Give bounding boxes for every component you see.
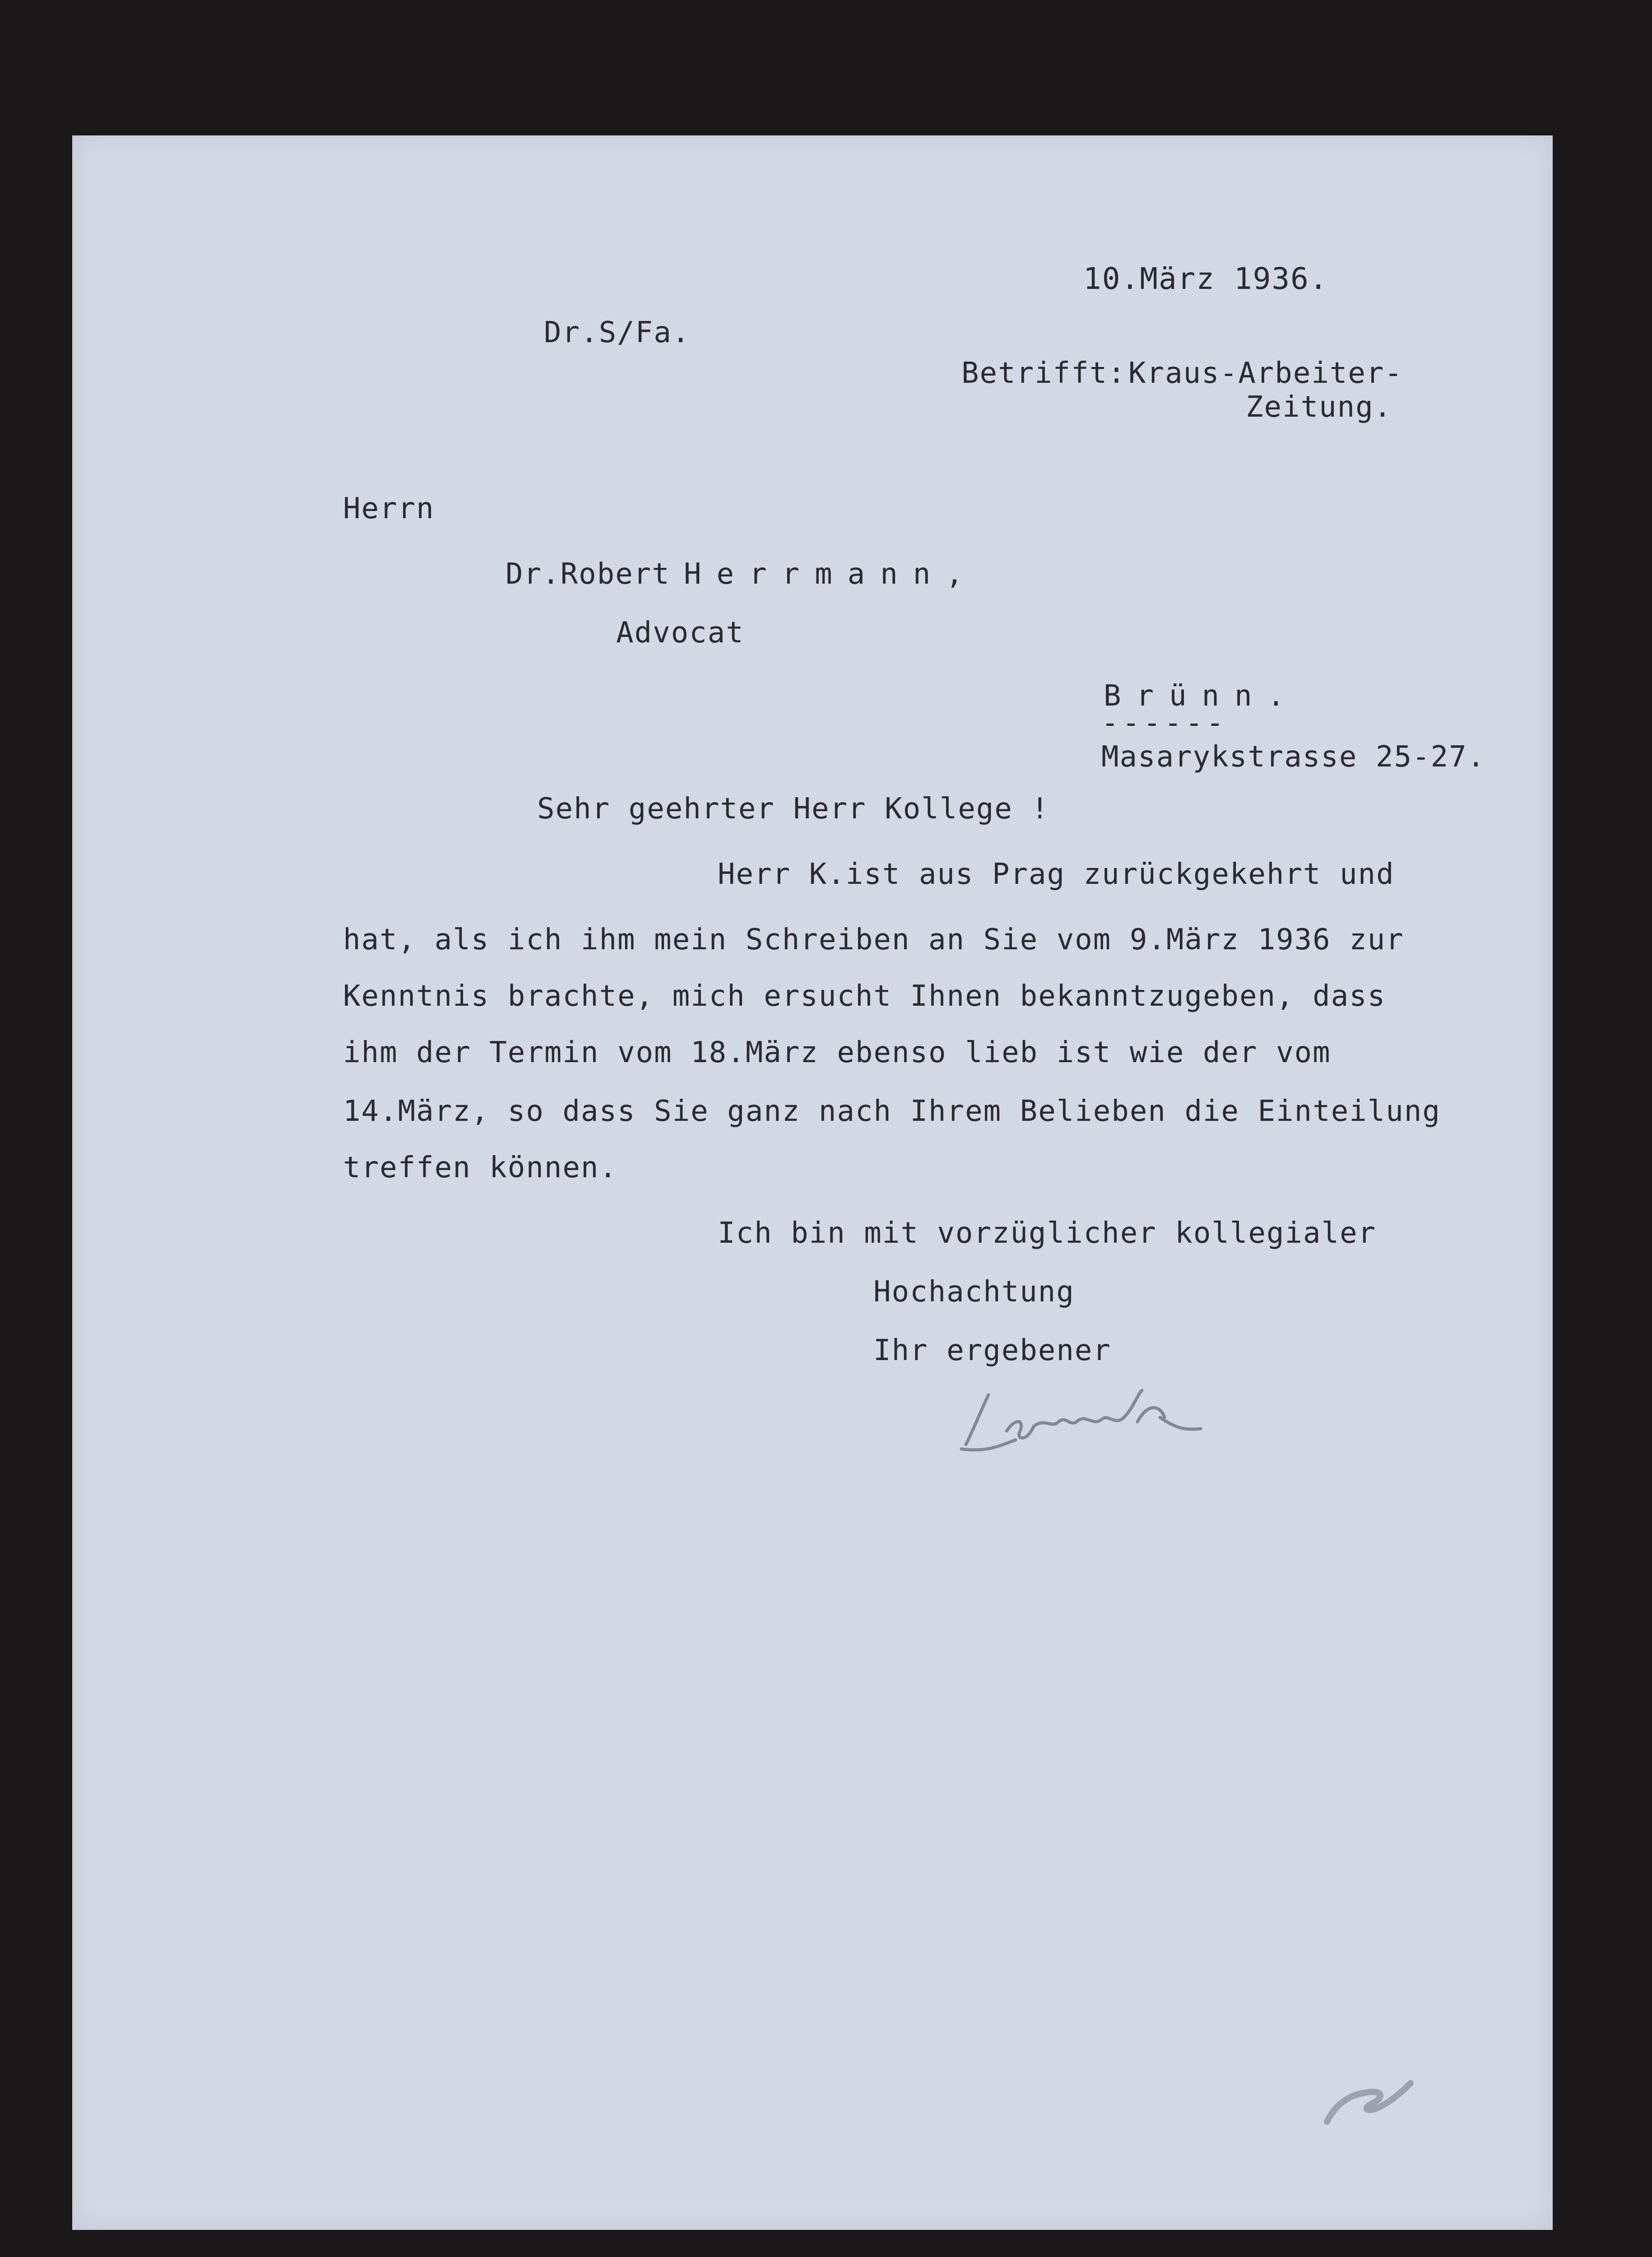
greeting: Sehr geehrter Herr Kollege !: [537, 792, 1049, 826]
street-address: Masarykstrasse 25-27.: [1101, 740, 1486, 774]
body-line-4: ihm der Termin vom 18.März ebenso lieb ist wie der vom: [343, 1036, 1331, 1069]
letter-sheet: [72, 135, 1553, 2230]
body-line-3: Kenntnis brachte, mich ersucht Ihnen bekanntzugeben, dass: [343, 980, 1386, 1013]
salutation-title: Herrn: [343, 492, 435, 525]
closing-line-2: Hochachtung: [873, 1275, 1075, 1309]
city: Brünn.: [1104, 679, 1300, 713]
body-line-5: 14.März, so dass Sie ganz nach Ihrem Belieben die Einteilung: [343, 1095, 1441, 1128]
reference-code: Dr.S/Fa.: [544, 316, 691, 349]
subject-label: Betrifft:: [961, 357, 1126, 390]
city-underline: ------: [1101, 706, 1228, 740]
subject-line-2: Zeitung.: [1246, 390, 1392, 424]
subject-line-1: Kraus-Arbeiter-: [1128, 357, 1403, 390]
closing-line-3: Ihr ergebener: [873, 1334, 1111, 1367]
closing-line-1: Ich bin mit vorzüglicher kollegialer: [718, 1217, 1377, 1250]
letter-date: 10.März 1936.: [1083, 261, 1328, 296]
body-line-6: treffen können.: [343, 1151, 617, 1184]
handwritten-signature: [948, 1377, 1219, 1467]
recipient-prefix: Dr.Robert: [506, 557, 670, 591]
body-line-2: hat, als ich ihm mein Schreiben an Sie vom 9.März 1936 zur: [343, 923, 1404, 957]
pencil-mark: [1318, 2072, 1417, 2135]
body-line-1: Herr K.ist aus Prag zurückgekehrt und: [718, 858, 1395, 891]
recipient-profession: Advocat: [616, 616, 744, 650]
recipient-surname: Herrmann,: [684, 557, 979, 591]
